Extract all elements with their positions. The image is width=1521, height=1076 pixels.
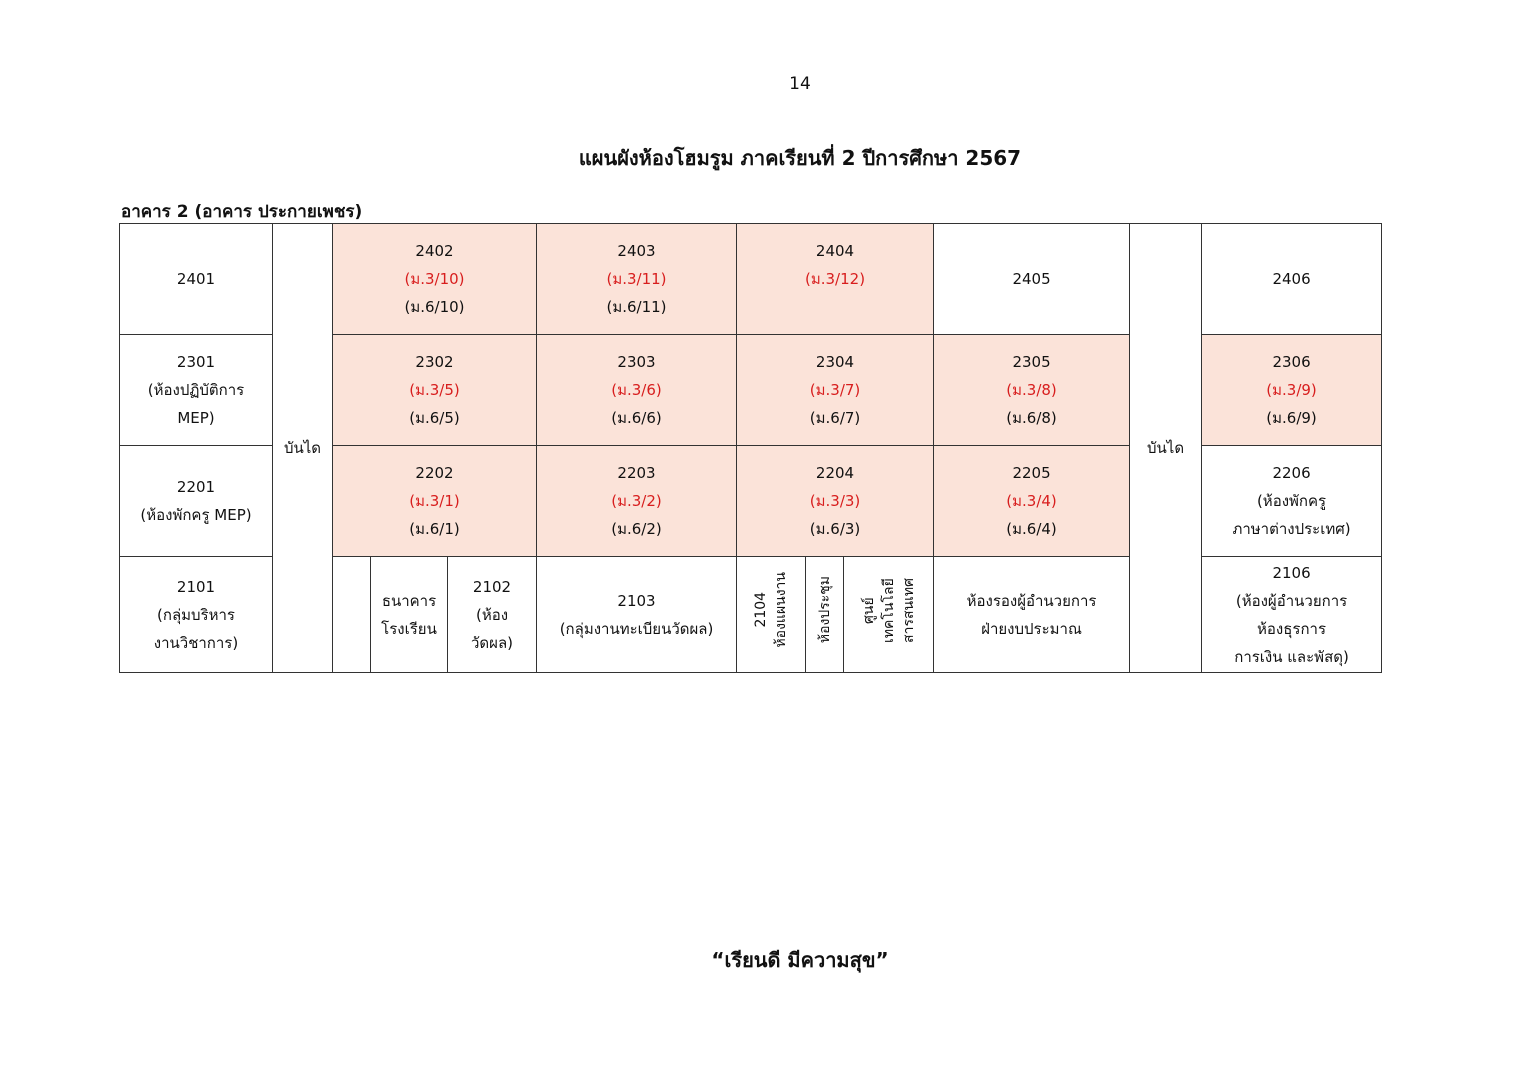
floor-4-row xyxy=(120,224,1382,335)
room-2305: 2305 (ม.3/8) (ม.6/8) xyxy=(934,335,1130,446)
school-bank: ธนาคาร โรงเรียน xyxy=(371,557,448,673)
room-2303: 2303 (ม.3/6) (ม.6/6) xyxy=(537,335,737,446)
room-2202: 2202 (ม.3/1) (ม.6/1) xyxy=(333,446,537,557)
room-2203: 2203 (ม.3/2) (ม.6/2) xyxy=(537,446,737,557)
room-2402: 2402 (ม.3/10) (ม.6/10) xyxy=(333,224,537,335)
room-2101: 2101 (กลุ่มบริหาร งานวิชาการ) xyxy=(120,557,273,673)
room-2405: 2405 xyxy=(934,224,1130,335)
room-2301: 2301 (ห้องปฏิบัติการ MEP) xyxy=(120,335,273,446)
page-number: 14 xyxy=(789,74,811,94)
meeting-room: ห้องประชุม xyxy=(806,557,844,673)
room-2401: 2401 xyxy=(120,224,273,335)
footer-slogan: “เรียนดี มีความสุข” xyxy=(711,948,889,972)
room-2205: 2205 (ม.3/4) (ม.6/4) xyxy=(934,446,1130,557)
room-2103: 2103 (กลุ่มงานทะเบียนวัดผล) xyxy=(537,557,737,673)
room-2306: 2306 (ม.3/9) (ม.6/9) xyxy=(1202,335,1382,446)
room-2201: 2201 (ห้องพักครู MEP) xyxy=(120,446,273,557)
page-title: แผนผังห้องโฮมรูม ภาคเรียนที่ 2 ปีการศึกษา 2567 xyxy=(578,146,1022,170)
it-center: ศูนย์ เทคโนโลยี สารสนเทศ xyxy=(844,557,934,673)
building-label: อาคาร 2 (อาคาร ประกายเพชร) xyxy=(121,202,363,222)
room-2403: 2403 (ม.3/11) (ม.6/11) xyxy=(537,224,737,335)
room-2106: 2106 (ห้องผู้อำนวยการ ห้องธุรการ การเงิน และพัสดุ) xyxy=(1202,557,1382,673)
room-2404: 2404 (ม.3/12) xyxy=(737,224,934,335)
room-2102: 2102 (ห้อง วัดผล) xyxy=(448,557,537,673)
stairs-left: บันได xyxy=(273,224,333,673)
room-2304: 2304 (ม.3/7) (ม.6/7) xyxy=(737,335,934,446)
floor-plan-table xyxy=(119,223,1382,673)
room-2406: 2406 xyxy=(1202,224,1382,335)
empty-cell xyxy=(333,557,371,673)
stairs-right: บันได xyxy=(1130,224,1202,673)
room-2204: 2204 (ม.3/3) (ม.6/3) xyxy=(737,446,934,557)
room-2302: 2302 (ม.3/5) (ม.6/5) xyxy=(333,335,537,446)
deputy-director-room: ห้องรองผู้อำนวยการ ฝ่ายงบประมาณ xyxy=(934,557,1130,673)
room-2206: 2206 (ห้องพักครู ภาษาต่างประเทศ) xyxy=(1202,446,1382,557)
room-2104: 2104 ห้องแผนงาน xyxy=(737,557,806,673)
